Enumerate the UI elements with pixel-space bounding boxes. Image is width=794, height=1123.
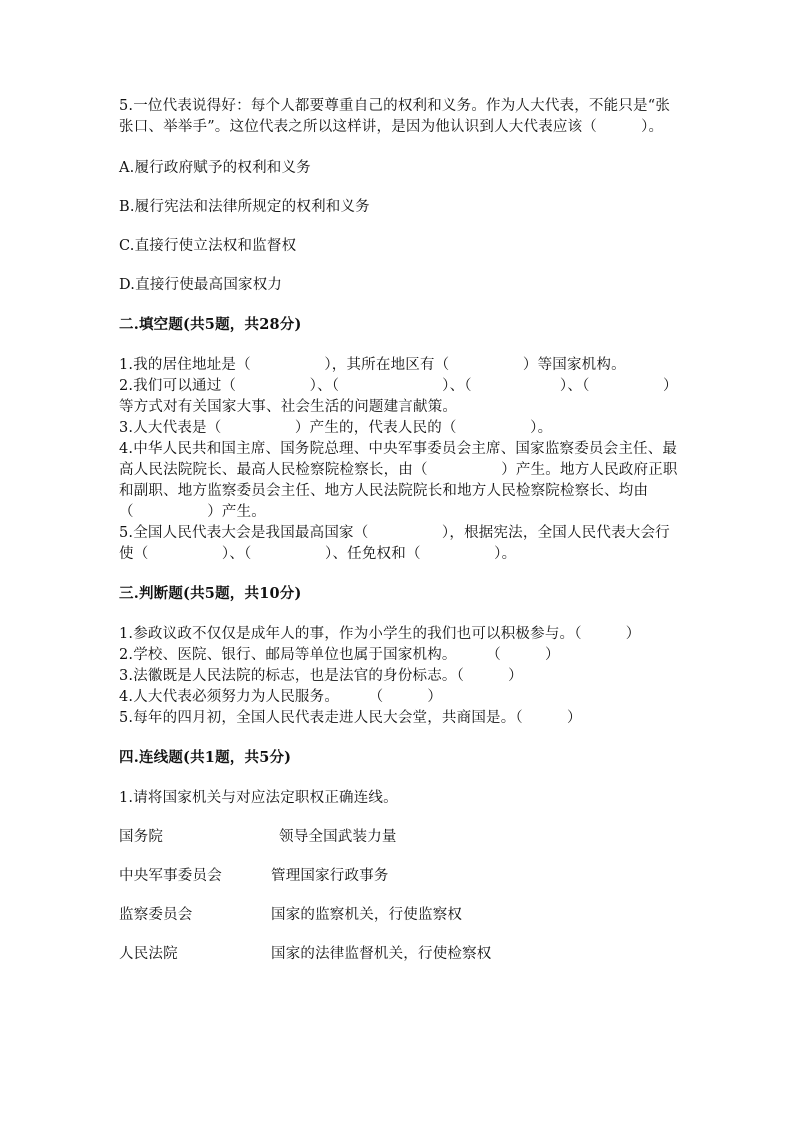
match-row xyxy=(119,944,679,965)
judge-item-5: 5.每年的四月初，全国人民代表走进人民大会堂，共商国是。（ ） xyxy=(119,710,582,726)
match-right-item[interactable]: 国家的监察机关，行使监察权 xyxy=(271,907,463,923)
match-row xyxy=(119,905,679,926)
match-left-item[interactable]: 监察委员会 xyxy=(119,907,193,923)
match-right-item[interactable]: 国家的法律监督机关，行使检察权 xyxy=(271,946,492,962)
match-left-item[interactable]: 人民法院 xyxy=(119,946,178,962)
match-row xyxy=(119,827,679,848)
judge-item-2: 2.学校、医院、银行、邮局等单位也属于国家机构。 （ ） xyxy=(119,647,560,663)
judge-item-4: 4.人大代表必须努力为人民服务。 （ ） xyxy=(119,689,443,705)
fill-item-5: 5.全国人民代表大会是我国最高国家（ ），根据宪法，全国人民代表大会行使（ ）、（ ）、任免权和（ ）。 xyxy=(119,525,670,562)
option-c: C.直接行使立法权和监督权 xyxy=(119,238,297,254)
match-left-item[interactable]: 中央军事委员会 xyxy=(119,868,222,884)
fill-section-title: 二.填空题(共5题，共28分) xyxy=(119,316,302,333)
option-a: A.履行政府赋予的权利和义务 xyxy=(119,160,311,176)
fill-section xyxy=(119,355,679,565)
fill-item-3: 3.人大代表是（ ）产生的，代表人民的（ ）。 xyxy=(119,420,553,436)
exam-page xyxy=(119,96,679,983)
option-b: B.履行宪法和法律所规定的权利和义务 xyxy=(119,199,370,215)
judge-item-1: 1.参政议政不仅仅是成年人的事，作为小学生的我们也可以积极参与。（ ） xyxy=(119,626,641,642)
match-section-title: 四.连线题(共1题，共5分) xyxy=(119,749,292,766)
match-left-item[interactable]: 国务院 xyxy=(119,829,164,845)
judge-section xyxy=(119,624,679,729)
judge-section-title: 三.判断题(共5题，共10分) xyxy=(119,585,302,602)
fill-item-4: 4.中华人民共和国主席、国务院总理、中央军事委员会主席、国家监察委员会主任、最高人民法院院长、最高人民检察院检察长，由（ ）产生。地方人民政府正职和副职、地方监察委员会主任、地方人民法院院长和地方人民检察院检察长、均由（ ）产生。 xyxy=(119,441,678,520)
judge-item-3: 3.法徽既是人民法院的标志，也是法官的身份标志。（ ） xyxy=(119,668,523,684)
fill-item-2: 2.我们可以通过（ ）、（ ）、（ ）、（ ）等方式对有关国家大事、社会生活的问题建言献策。 xyxy=(119,378,678,415)
option-d: D.直接行使最高国家权力 xyxy=(119,277,283,293)
match-right-item[interactable]: 管理国家行政事务 xyxy=(271,868,389,884)
match-intro: 1.请将国家机关与对应法定职权正确连线。 xyxy=(119,790,398,806)
match-row xyxy=(119,866,679,887)
match-right-item[interactable]: 领导全国武装力量 xyxy=(279,829,397,845)
fill-item-1: 1.我的居住地址是（ ），其所在地区有（ ）等国家机构。 xyxy=(119,357,626,373)
question-5-stem: 5.一位代表说得好：每个人都要尊重自己的权利和义务。作为人大代表，不能只是“张张口、举举手”。这位代表之所以这样讲，是因为他认识到人大代表应该（ ）。 xyxy=(119,98,671,135)
